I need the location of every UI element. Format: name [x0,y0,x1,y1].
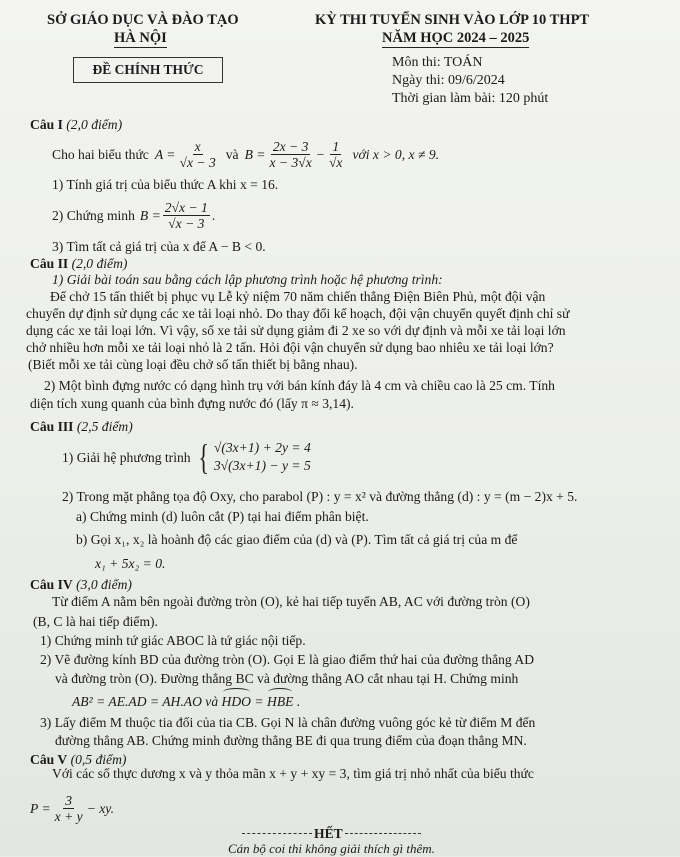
question-points: (2,0 điểm) [71,256,128,271]
condition: với x > 0, x ≠ 9. [352,146,440,162]
exam-date: Ngày thi: 09/6/2024 [392,73,505,88]
question-2-line-1: Để chở 15 tấn thiết bị phục vụ Lễ kỷ niệm 70 năm chiến thắng Điện Biên Phủ, một đội vận [50,289,546,304]
question-title: Câu IV [30,577,73,592]
fraction-denominator: x − 3√x [269,154,312,170]
end-divider-left [242,833,312,834]
question-1-part-1: 1) Tính giá trị của biểu thức A khi x = 16. [52,177,279,192]
expr-a-label: A = [154,146,176,162]
angle-hbe: HBE [267,694,294,709]
fraction-numerator: 3 [65,792,73,808]
question-2-part-1-title: 1) Giải bài toán sau bằng cách lập phương trình hoặc hệ phương trình: [52,272,443,287]
and-word: và [225,146,239,162]
question-5-expression [30,788,114,828]
exam-title: KỲ THI TUYỂN SINH VÀO LỚP 10 THPT [315,12,590,28]
equals-sign: = [254,694,264,709]
period: . [296,694,301,709]
question-title: Câu V [30,752,68,767]
fraction-b1 [267,139,313,170]
question-4-part-3-line-1: 3) Lấy điểm M thuộc tia đối của tia CB. Gọi N là chân đường vuông góc kẻ từ điểm M đến [40,715,536,730]
exam-duration: Thời gian làm bài: 120 phút [392,91,549,106]
question-1-heading [30,116,122,133]
part-text: 1) Giải hệ phương trình [62,449,191,465]
question-4-line-1: Từ điểm A nằm bên ngoài đường tròn (O), kẻ hai tiếp tuyến AB, AC với đường tròn (O) [52,594,530,609]
question-title: Câu II [30,256,69,271]
question-title: Câu I [30,117,63,132]
question-3-heading [30,418,133,435]
fraction-numerator: 2x − 3 [272,138,309,154]
question-1-part-3: 3) Tìm tất cả giá trị của x để A − B < 0. [52,239,266,254]
question-points: (3,0 điểm) [76,577,132,592]
question-points: (0,5 điểm) [70,752,127,767]
subject: Môn thi: TOÁN [392,55,483,70]
question-4-heading [30,576,132,593]
question-4-part-2-line-2: và đường tròn (O). Đường thẳng BC và đường thẳng AO cắt nhau tại H. Chứng minh [55,671,519,686]
question-2-part-2-line-1: 2) Một bình đựng nước có dạng hình trụ với bán kính đáy là 4 cm và chiều cao là 25 cm. Tính [44,378,555,393]
fraction-denominator: √x − 3 [168,215,205,231]
fraction-numerator: 1 [332,138,340,154]
question-2-part-2-line-2: diện tích xung quanh của bình đựng nước đó (lấy π ≈ 3,14). [30,396,354,411]
department-name: SỞ GIÁO DỤC VÀ ĐÀO TẠO [47,12,239,28]
expr-b-label: B = [244,146,266,162]
minus-sign: − [315,146,325,162]
question-2-heading [30,255,127,272]
question-4-line-2: (B, C là hai tiếp điểm). [33,614,158,629]
equation-1: √(3x+1) + 2y = 4 [213,440,311,455]
question-2-line-3: dụng các xe tải loại lớn. Vì vậy, số xe tải sử dụng giảm đi 2 xe so với dự định và mỗi xe tải loại lớn [26,323,566,338]
angle-hdo: HDO [221,694,251,709]
official-exam-label: ĐỀ CHÍNH THỨC [73,57,223,83]
proctor-note: Cán bộ coi thi không giải thích gì thêm. [228,841,435,856]
question-2-line-5: (Biết mỗi xe tải cùng loại đều chở số tấn thiết bị bằng nhau). [28,357,358,372]
question-4-part-3-line-2: đường thẳng AB. Chứng minh đường thẳng BE đi qua trung điểm của đoạn thẳng MN. [55,733,527,748]
city-name: HÀ NỘI [114,30,167,46]
fraction-b-result [163,200,210,231]
equation-system [214,439,311,475]
fraction-denominator: √x − 3 [179,154,216,170]
part-text: 2) Chứng minh [52,207,135,223]
question-4-part-2-line-3 [72,693,300,710]
question-4-part-2-line-1: 2) Vẽ đường kính BD của đường tròn (O). Gọi E là giao điểm thứ hai của đường thẳng AD [40,652,535,667]
end-text: HẾT [314,826,343,841]
fraction-p [53,793,85,824]
question-4-part-1: 1) Chứng minh tứ giác ABOC là tứ giác nội tiếp. [40,633,306,648]
question-2-line-4: chở nhiều hơn mỗi xe tải loại nhỏ là 2 tấn. Hỏi đội vận chuyển sử dụng bao nhiêu xe tải loại lớn? [26,340,554,355]
question-points: (2,0 điểm) [66,117,123,132]
fraction-numerator: x [194,138,201,154]
question-3-part-2a: a) Chứng minh (d) luôn cắt (P) tại hai điểm phân biệt. [76,509,369,524]
question-1-intro [52,134,439,174]
fraction-denominator: x + y [54,808,83,824]
question-3-part-2b: b) Gọi x₁, x₂ là hoành độ các giao điểm của (d) và (P). Tìm tất cả giá trị của m để [76,532,518,547]
fraction-denominator: √x [328,154,343,170]
question-3-part-2: 2) Trong mặt phẳng tọa độ Oxy, cho parabol (P) : y = x² và đường thẳng (d) : y = (m − 2)x + 5. [62,489,578,504]
equation-2: 3√(3x+1) − y = 5 [213,458,311,473]
question-1-part-2 [52,195,215,235]
school-year: NĂM HỌC 2024 – 2025 [382,30,530,46]
question-title: Câu III [30,419,74,434]
expr-p-label: P = [30,800,51,816]
fraction-b2 [327,139,345,170]
expr-rest: − xy. [86,800,114,816]
question-2-line-2: chuyển dự định sử dụng các xe tải loại nhỏ. Do thay đổi kế hoạch, đội vận chuyển quyết định chỉ sử [26,306,570,321]
equality-text: AB² = AE.AD = AH.AO và [72,694,219,709]
brace-symbol: { [198,437,209,477]
question-5-line-1: Với các số thực dương x và y thỏa mãn x + y + xy = 3, tìm giá trị nhỏ nhất của biểu thức [52,766,534,781]
question-3-part-1 [62,436,311,478]
end-divider-right [345,833,421,834]
period: . [211,207,216,223]
fraction-a [177,139,217,170]
intro-text: Cho hai biểu thức [52,146,149,162]
expr-b-label: B = [139,207,161,223]
question-3-part-2b-condition: x₁ + 5x₂ = 0. [95,556,166,571]
fraction-numerator: 2√x − 1 [164,199,208,215]
question-points: (2,5 điểm) [76,419,133,434]
